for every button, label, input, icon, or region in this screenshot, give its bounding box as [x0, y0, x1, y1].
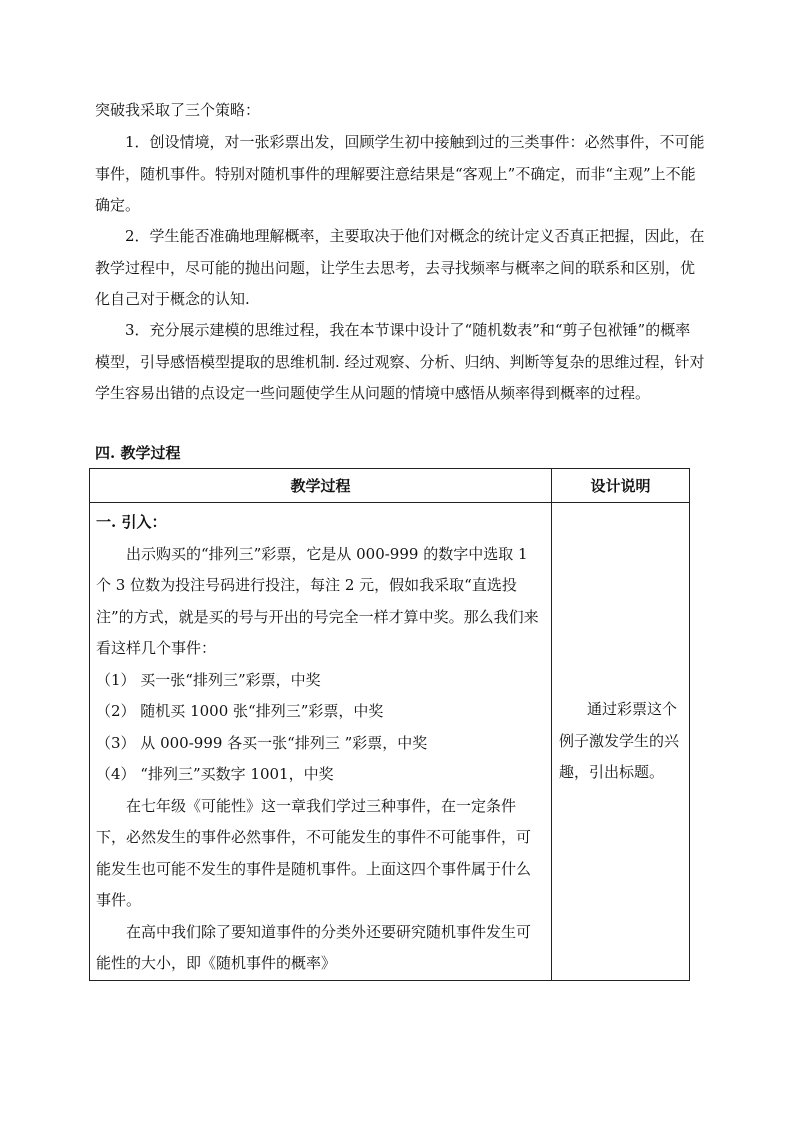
- strategy-1: 1．创设情境，对一张彩票出发，回顾学生初中接触到过的三类事件：必然事件，不可能事件，随机事件。特别对随机事件的理解要注意结果是“客观上”不确定，而非“主观”上不能确定。: [95, 133, 705, 214]
- event-item: （1） 买一张“排列三”彩票，中奖: [96, 670, 321, 689]
- review-paragraph: 在七年级《可能性》这一章我们学过三种事件，在一定条件下，必然发生的事件必然事件，不可能发生的事件不可能事件，可能发生也可能不发生的事件是随机事件。上面这四个事件属于什么事件。: [96, 796, 532, 909]
- table-header-row: [90, 469, 690, 503]
- event-item: （2） 随机买 1000 张“排列三”彩票，中奖: [96, 702, 384, 720]
- strategy-3: 3．充分展示建模的思维过程，我在本节课中设计了“随机数表”和“剪子包袱锤”的概率模型，引导感悟模型提取的思维机制. 经过观察、分析、归纳、判断等复杂的思维过程，针对学生容易出错的点设定一些问题使学生从问题的情境中感悟从频率得到概率的过程。: [95, 321, 705, 402]
- closing-paragraph: 在高中我们除了要知道事件的分类外还要研究随机事件发生可能性的大小，即《随机事件的概率》: [96, 922, 532, 972]
- event-item: （3） 从 000-999 各买一张“排列三 ”彩票，中奖: [96, 733, 428, 752]
- header-process: 教学过程: [90, 469, 552, 503]
- design-cell: [552, 503, 690, 981]
- header-design: 设计说明: [552, 469, 690, 503]
- design-note: 通过彩票这个例子激发学生的兴趣，引出标题。: [559, 700, 680, 781]
- process-cell: [90, 503, 552, 981]
- intro-line: 突破我采取了三个策略：: [95, 101, 261, 119]
- strategy-2: 2．学生能否准确地理解概率，主要取决于他们对概念的统计定义否真正把握，因此，在教学过程中，尽可能的抛出问题，让学生去思考，去寻找频率与概率之间的联系和区别，优化自己对于概念的认知.: [95, 227, 705, 308]
- section-heading: 四. 教学过程: [95, 444, 181, 462]
- table-row: [90, 503, 690, 981]
- intro-title: 一. 引入：: [96, 513, 167, 531]
- event-item: （4） “排列三”买数字 1001，中奖: [96, 765, 334, 783]
- teaching-process-table: [89, 468, 690, 981]
- intro-paragraph: 出示购买的“排列三”彩票，它是从 000-999 的数字中选取 1 个 3 位数为投注号码进行投注，每注 2 元，假如我采取“直选投注”的方式，就是买的号与开出的号完全一样才算中奖。那么我们来看这样几个事件：: [96, 544, 539, 657]
